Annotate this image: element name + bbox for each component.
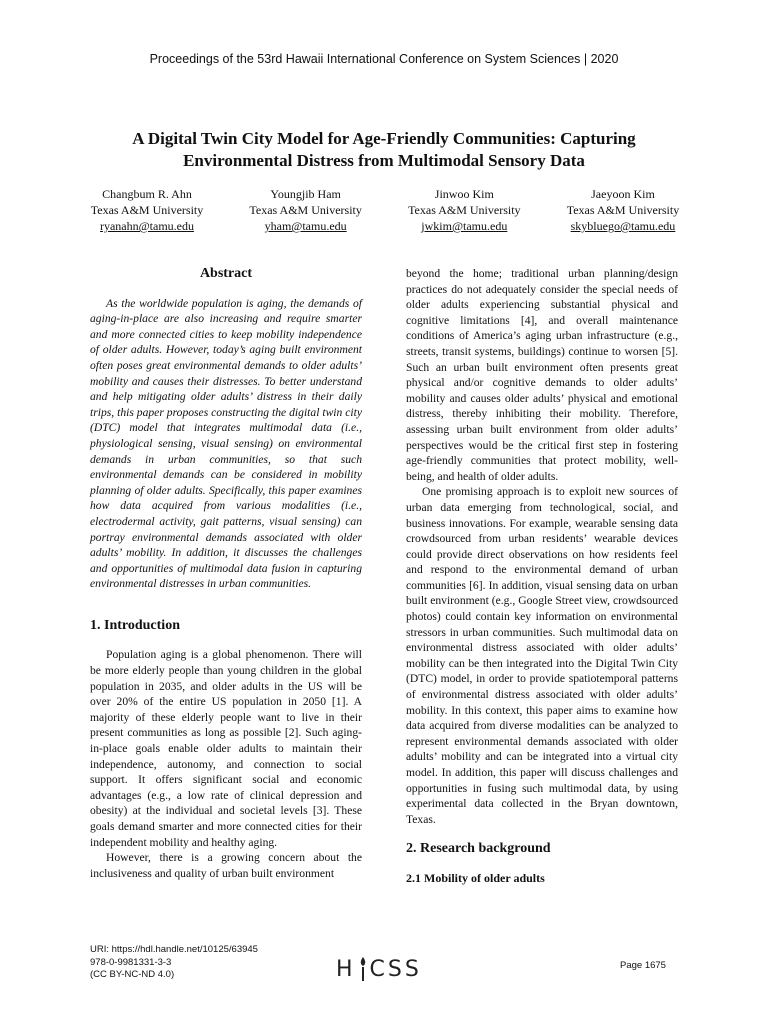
author-block (546, 186, 700, 234)
intro-paragraph: However, there is a growing concern about the inclusiveness and quality of urban built environment (90, 851, 362, 880)
page-number: Page 1675 (620, 960, 666, 971)
author-affiliation: Texas A&M University (408, 203, 521, 217)
author-affiliation: Texas A&M University (249, 203, 362, 217)
torch-icon (357, 956, 369, 982)
author-email[interactable]: skybluego@tamu.edu (570, 219, 676, 233)
author-email[interactable]: ryanahn@tamu.edu (99, 219, 195, 233)
author-block (70, 186, 224, 234)
author-affiliation: Texas A&M University (90, 203, 204, 217)
logo-text-right: CSS (369, 956, 422, 982)
footer-metadata (90, 944, 258, 982)
left-column (90, 262, 362, 881)
proceedings-header: Proceedings of the 53rd Hawaii International Conference on System Sciences | 2020 (149, 52, 619, 66)
footer-license: (CC BY-NC-ND 4.0) (90, 969, 175, 980)
author-email[interactable]: yham@tamu.edu (264, 219, 347, 233)
author-affiliation: Texas A&M University (566, 203, 680, 217)
author-name: Youngjib Ham (270, 187, 341, 201)
author-block (229, 186, 383, 234)
intro-paragraph: One promising approach is to exploit new sources of urban data emerging from technological, social, and business innovations. For example, wearable sensing data crowdsourced from urban residents’ wearable devices could provide direct observations on how residents feel and respond to the environmental demand of urban communities [6]. In addition, visual sensing data on urban built environment (e.g., Google Street view, crowdsourced photos) could contain key information on environmental stressors in urban communities. Such multimodal data on environmental distress associated with older adults’ mobility can be then integrated into the Digital Twin City (DTC) model, in order to provide spatiotemporal patterns of environmental distress associated with older adults’ mobility. In this context, this paper aims to examine how data acquired from diverse modalities can be analyzed to represent environmental demands associated with older adults’ mobility and can be integrated into a virtual city model. In addition, this paper will discuss challenges and opportunities in fusing such multimodal data, by using experimental data collected in the Bryan downtown, Texas. (406, 485, 678, 826)
author-list (70, 186, 700, 234)
abstract-text: As the worldwide population is aging, the demands of aging-in-place are also increasing and require smarter and more connected cities to keep mobility independence of older adults. However, today’s aging built environment often poses great environmental demands to older adults’ mobility and causes their distresses. To better understand and help mitigating older adults’ distress in their daily trips, this paper proposes constructing the digital twin city (DTC) model that integrates multimodal data (i.e., physiological sensing, visual sensing) on environmental demands in urban communities, so that such environmental demands can be considered in mobility planning of older adults. Specifically, this paper examines how data acquired from various modalities (i.e., electrodermal activity, gait patterns, visual sensing) can portray environmental demands associated with older adults’ mobility. In addition, it discusses the challenges and opportunities of multimodal data fusion in capturing environmental distresses in urban communities. (90, 296, 362, 591)
title-line-2: Environmental Distress from Multimodal Sensory Data (183, 151, 585, 170)
author-block (387, 186, 541, 234)
author-name: Jaeyoon Kim (591, 187, 655, 201)
right-column (406, 266, 678, 887)
author-email[interactable]: jwkim@tamu.edu (421, 219, 508, 233)
author-name: Changbum R. Ahn (102, 187, 192, 201)
title-line-1: A Digital Twin City Model for Age-Friendly Communities: Capturing (132, 129, 636, 148)
author-name: Jinwoo Kim (434, 187, 494, 201)
logo-text-left: H (336, 956, 356, 982)
intro-paragraph: Population aging is a global phenomenon. There will be more elderly people than young children in the global population in 2035, and older adults in the US will be over 20% of the entire US population in 2050 [1]. A majority of these elderly people want to live in their present communities as long as possible [2]. Such aging-in-place goals enable older adults to maintain their independence, autonomy, and connection to social support. It offers significant social and economic advantages (e.g., a low rate of clinical depression and obesity) at the individual and societal levels [3]. These goals demand smarter and more connected cities for their independent mobility and healthy aging. (90, 648, 362, 849)
background-heading: 2. Research background (406, 841, 551, 857)
intro-paragraph: beyond the home; traditional urban planning/design practices do not adequately consider the special needs of older adults experiencing substantial physical and cognitive limitations [4], and overall maintenance conditions of America’s aging urban infrastructure (e.g., streets, transit systems, buildings) continue to worsen [5]. Such an urban built environment often presents great physical and/or cognitive demands to older adults’ mobility and causes older adults’ physical and emotional distress, thereby inhibiting their mobility. Therefore, assessing urban built environment from older adults’ perspectives would be the critical first step in fostering age-friendly communities that protect mobility, well-being, and health of older adults. (406, 267, 678, 483)
footer-uri[interactable]: URI: https://hdl.handle.net/10125/63945 (90, 944, 258, 955)
hicss-logo (336, 956, 422, 982)
footer-isbn: 978-0-9981331-3-3 (90, 956, 172, 968)
paper-title (60, 128, 708, 172)
introduction-heading: 1. Introduction (90, 617, 180, 633)
background-subheading: 2.1 Mobility of older adults (406, 870, 545, 885)
abstract-heading: Abstract (199, 266, 253, 281)
